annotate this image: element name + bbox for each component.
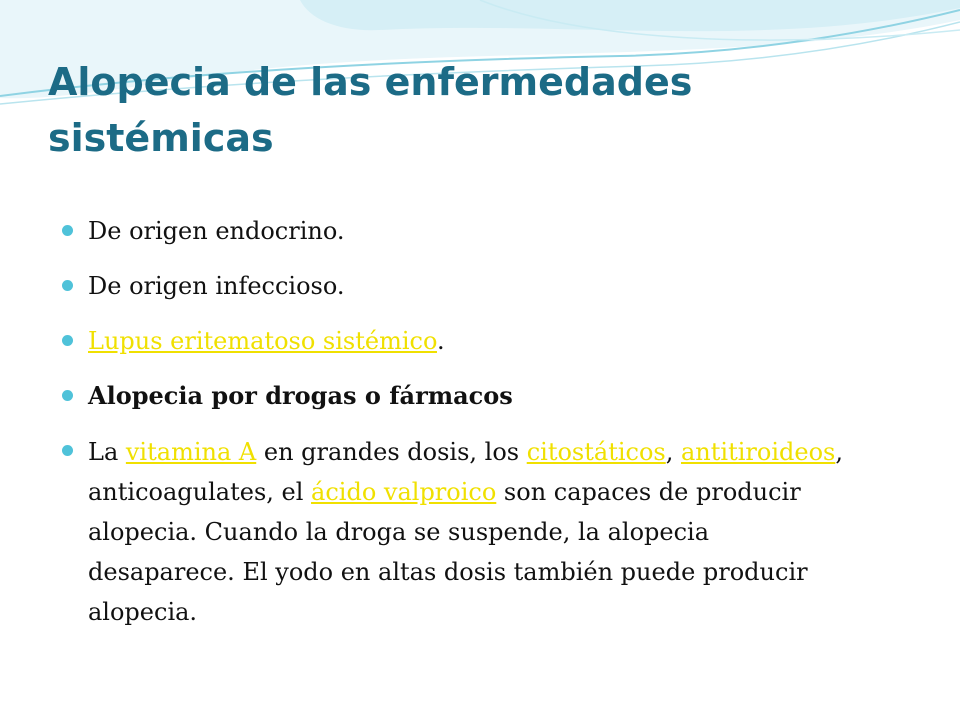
list-item (62, 267, 862, 305)
link-lupus[interactable]: Lupus eritematoso sistémico (88, 327, 437, 355)
slide-title: Alopecia de las enfermedades sistémicas (48, 60, 693, 160)
list-item (62, 212, 862, 250)
bullet-text: De origen endocrino. (88, 217, 345, 245)
bullet-dot-icon (62, 225, 73, 236)
bullet-dot-icon (62, 390, 73, 401)
link-citostaticos[interactable]: citostáticos (526, 438, 666, 466)
bullet-dot-icon (62, 335, 73, 346)
bullet-text-bold: Alopecia por drogas o fármacos (88, 381, 513, 410)
link-antitiroideos[interactable]: antitiroideos (681, 438, 836, 466)
bullet-dot-icon (62, 280, 73, 291)
link-vitamina-a[interactable]: vitamina A (125, 438, 257, 466)
list-item (62, 322, 862, 360)
bullet-text: , (665, 438, 681, 466)
list-item (62, 377, 862, 415)
bullet-suffix: . (436, 327, 445, 355)
bullet-text: , anticoagulates, el (88, 438, 843, 506)
bullet-text: son capaces de producir alopecia. Cuando la droga se suspende, la alopecia desaparece. El yodo en altas dosis también puede producir alopecia. (88, 478, 808, 626)
bullet-text: en grandes dosis, los (256, 438, 527, 466)
list-item (62, 432, 862, 632)
bullet-dot-icon (62, 445, 73, 456)
bullet-list (62, 212, 862, 649)
bullet-text: De origen infeccioso. (88, 272, 345, 300)
bullet-text: La (88, 438, 126, 466)
link-acido-valproico[interactable]: ácido valproico (311, 478, 497, 506)
